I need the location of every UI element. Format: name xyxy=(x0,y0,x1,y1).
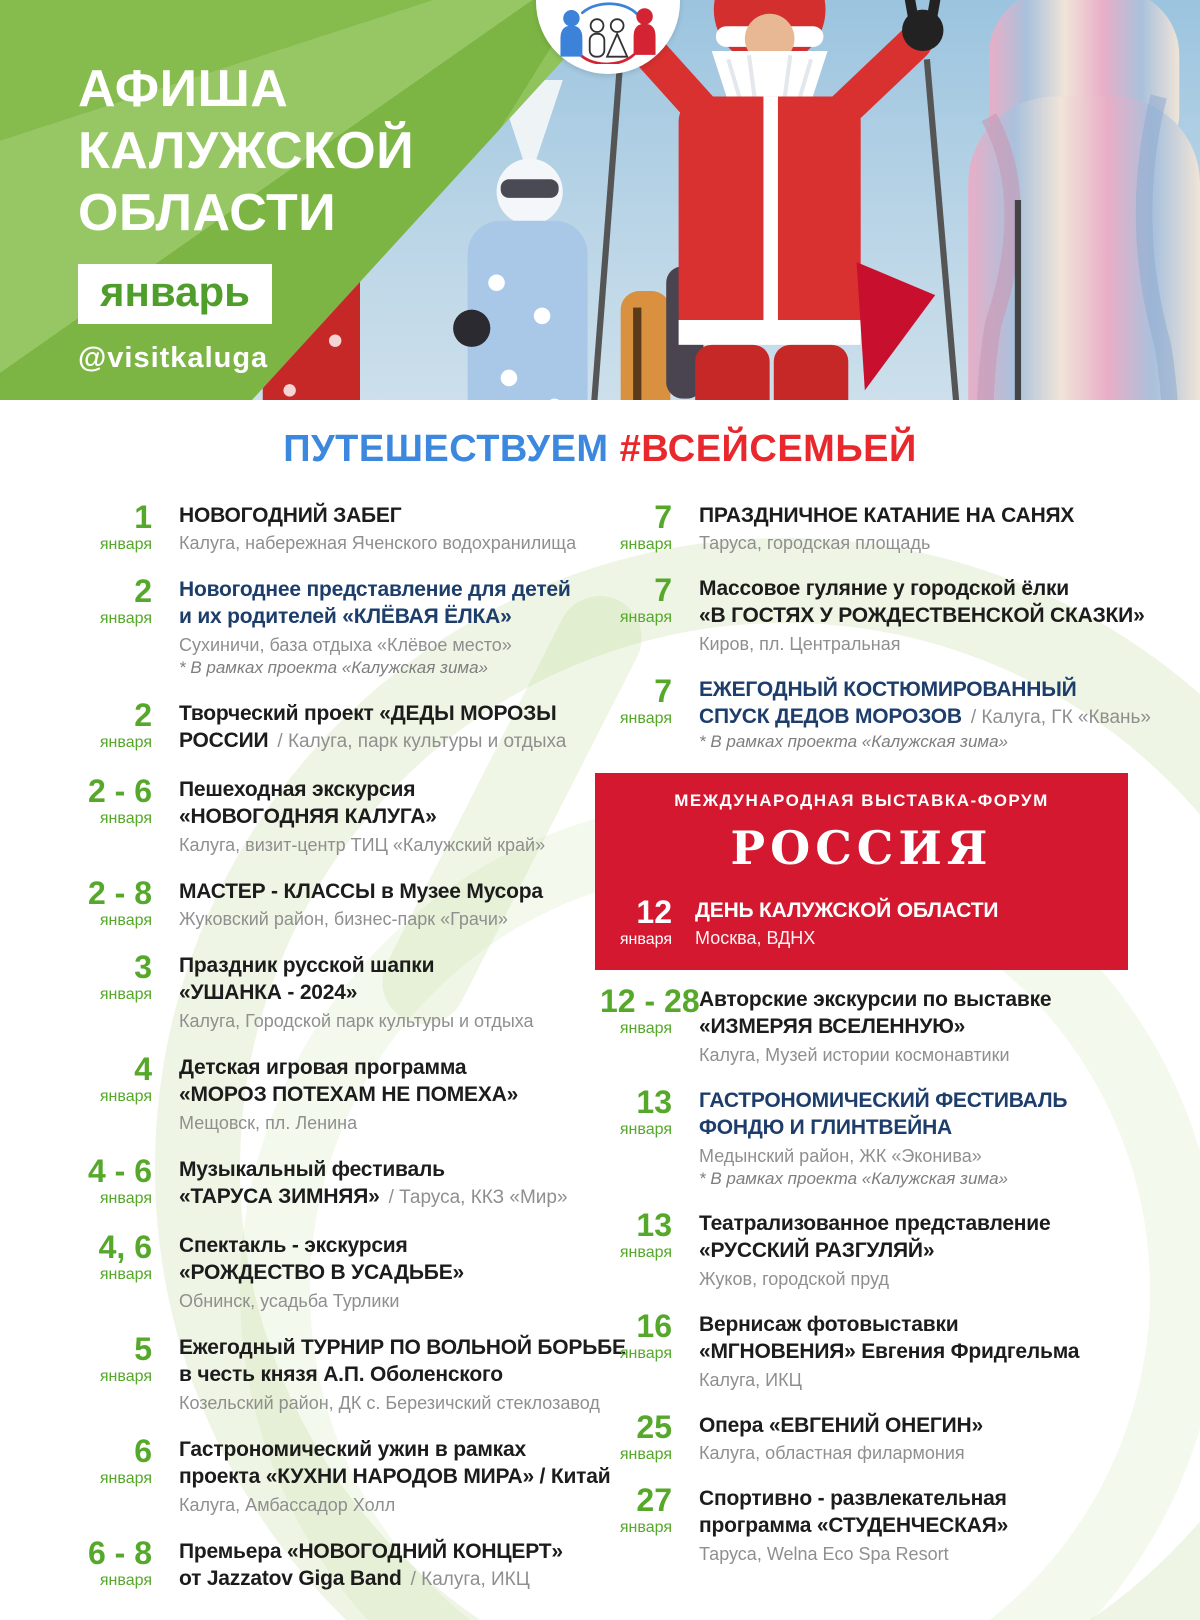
event-row xyxy=(600,1482,1160,1566)
event-date: 4 января xyxy=(99,1051,152,1105)
family-logo-icon xyxy=(548,0,668,64)
event-title: ГАСТРОНОМИЧЕСКИЙ ФЕСТИВАЛЬ ФОНДЮ И ГЛИНТВЕЙНА xyxy=(699,1089,1068,1139)
event-location: Мещовск, пл. Ленина xyxy=(179,1113,358,1133)
event-title: Праздник русской шапки «УШАНКА - 2024» xyxy=(179,954,435,1004)
event-date: 5 января xyxy=(99,1331,152,1385)
event-date: 13 января xyxy=(619,1207,672,1261)
event-date: 25 января xyxy=(619,1409,672,1463)
event-title: Спортивно - развлекательная программа «СТУДЕНЧЕСКАЯ» xyxy=(699,1487,1009,1537)
event-title: ЕЖЕГОДНЫЙ КОСТЮМИРОВАННЫЙ СПУСК ДЕДОВ МОРОЗОВ / Калуга, ГК «Квань» xyxy=(699,678,1151,728)
event-date: 4, 6 января xyxy=(98,1229,152,1283)
event-title: Театрализованное представление «РУССКИЙ РАЗГУЛЯЙ» xyxy=(699,1212,1051,1262)
event-row xyxy=(80,499,596,555)
event-date: 7 января xyxy=(619,673,672,727)
event-note: * В рамках проекта «Калужская зима» xyxy=(179,658,488,677)
event-title: Гастрономический ужин в рамках проекта «КУХНИ НАРОДОВ МИРА» / Китай xyxy=(179,1438,611,1488)
section-title-blue: ПУТЕШЕСТВУЕМ xyxy=(283,428,609,470)
russia-expo-block xyxy=(595,773,1128,970)
event-title: Спектакль - экскурсия «РОЖДЕСТВО В УСАДЬБЕ» xyxy=(179,1234,464,1284)
event-note: * В рамках проекта «Калужская зима» xyxy=(699,1169,1008,1188)
event-title: Массовое гуляние у городской ёлки «В ГОСТЯХ У РОЖДЕСТВЕНСКОЙ СКАЗКИ» xyxy=(699,577,1145,627)
event-date: 7 января xyxy=(619,572,672,626)
event-title: Музыкальный фестиваль «ТАРУСА ЗИМНЯЯ» / Таруса, ККЗ «Мир» xyxy=(179,1158,568,1208)
russia-logo: РОССИЯ xyxy=(730,821,993,875)
event-date: 27 января xyxy=(619,1482,672,1536)
event-note: * В рамках проекта «Калужская зима» xyxy=(699,732,1008,751)
event-location: Калуга, ИКЦ xyxy=(699,1370,802,1390)
event-location: Москва, ВДНХ xyxy=(695,928,816,948)
event-row xyxy=(600,1084,1160,1190)
event-date: 2 января xyxy=(99,573,152,627)
section-title xyxy=(0,428,1200,471)
event-row xyxy=(600,1207,1160,1291)
event-row xyxy=(80,1051,596,1135)
event-location: Таруса, Welna Eco Spa Resort xyxy=(699,1544,949,1564)
event-location: Калуга, визит-центр ТИЦ «Калужский край» xyxy=(179,835,546,855)
event-row xyxy=(600,983,1160,1067)
event-title: ДЕНЬ КАЛУЖСКОЙ ОБЛАСТИ xyxy=(695,899,999,922)
event-row xyxy=(80,573,596,679)
event-location: Медынский район, ЖК «Эконива» xyxy=(699,1146,982,1166)
event-row xyxy=(80,773,596,857)
event-location: Калуга, Амбассадор Холл xyxy=(179,1495,396,1515)
event-location: Таруса, городская площадь xyxy=(699,533,931,553)
event-row xyxy=(80,949,596,1033)
section-title-red: #ВСЕЙСЕМЬЕЙ xyxy=(619,428,917,470)
event-date: 13 января xyxy=(619,1084,672,1138)
event-location: Калуга, Городской парк культуры и отдыха xyxy=(179,1011,534,1031)
event-row xyxy=(595,894,1128,950)
event-row xyxy=(80,1535,596,1593)
event-location: Обнинск, усадьба Турлики xyxy=(179,1291,400,1311)
russia-expo-kicker: МЕЖДУНАРОДНАЯ ВЫСТАВКА-ФОРУМ xyxy=(674,791,1049,810)
event-location: Киров, пл. Центральная xyxy=(699,634,901,654)
event-title: Ежегодный ТУРНИР ПО ВОЛЬНОЙ БОРЬБЕ в честь князя А.П. Оболенского xyxy=(179,1336,626,1386)
event-location: Жуков, городской пруд xyxy=(699,1269,889,1289)
event-location: Калуга, Музей истории космонавтики xyxy=(699,1045,1010,1065)
month-badge: январь xyxy=(78,264,272,324)
event-date: 7 января xyxy=(619,499,672,553)
event-location: Козельский район, ДК с. Березичский стеклозавод xyxy=(179,1393,600,1413)
event-row xyxy=(600,572,1160,656)
event-location: Калуга, набережная Яченского водохранилища xyxy=(179,533,577,553)
event-row xyxy=(600,1308,1160,1392)
event-date: 2 - 6 января xyxy=(87,773,152,827)
event-location: Жуковский район, бизнес-парк «Грачи» xyxy=(179,909,508,929)
event-row xyxy=(80,1331,626,1415)
event-title: Пешеходная экскурсия «НОВОГОДНЯЯ КАЛУГА» xyxy=(179,778,437,828)
event-title: НОВОГОДНИЙ ЗАБЕГ xyxy=(179,504,402,527)
event-date: 6 - 8 января xyxy=(87,1535,152,1589)
event-title: МАСТЕР - КЛАССЫ в Музее Мусора xyxy=(179,880,543,903)
event-row xyxy=(600,499,1160,555)
events-column-right xyxy=(600,499,1160,1586)
event-row xyxy=(80,1153,596,1211)
event-title: Новогоднее представление для детей и их родителей «КЛЁВАЯ ЁЛКА» xyxy=(179,578,571,628)
event-date: 4 - 6 января xyxy=(87,1153,152,1207)
social-handle: @visitkaluga xyxy=(78,342,269,374)
event-row xyxy=(600,673,1160,753)
event-location: Сухиничи, база отдыха «Клёвое место» xyxy=(179,635,512,655)
event-title: Творческий проект «ДЕДЫ МОРОЗЫ РОССИИ / Калуга, парк культуры и отдыха xyxy=(179,702,567,752)
event-date: 12 января xyxy=(619,894,672,948)
event-date: 3 января xyxy=(99,949,152,1003)
header-banner xyxy=(0,0,1200,400)
event-row xyxy=(80,1229,596,1313)
event-title: Вернисаж фотовыставки «МГНОВЕНИЯ» Евгения Фридгельма xyxy=(699,1313,1080,1363)
event-title: Премьера «НОВОГОДНИЙ КОНЦЕРТ» от Jazzatov Giga Band / Калуга, ИКЦ xyxy=(179,1540,563,1590)
event-title: Опера «ЕВГЕНИЙ ОНЕГИН» xyxy=(699,1414,983,1437)
events-column-left xyxy=(80,499,626,1614)
event-date: 2 января xyxy=(99,697,152,751)
event-title: Авторские экскурсии по выставке «ИЗМЕРЯЯ ВСЕЛЕННУЮ» xyxy=(699,988,1052,1038)
event-date: 6 января xyxy=(99,1433,152,1487)
family-logo-badge xyxy=(536,0,680,74)
event-date: 16 января xyxy=(619,1308,672,1362)
event-date: 12 - 28 января xyxy=(600,983,700,1037)
event-row xyxy=(80,875,596,931)
event-title: ПРАЗДНИЧНОЕ КАТАНИЕ НА САНЯХ xyxy=(699,504,1075,527)
event-date: 1 января xyxy=(99,499,152,553)
event-row xyxy=(80,697,596,755)
event-location: Калуга, областная филармония xyxy=(699,1443,965,1463)
event-date: 2 - 8 января xyxy=(87,875,152,929)
poster-title: АФИША КАЛУЖСКОЙ ОБЛАСТИ xyxy=(78,60,415,242)
event-row xyxy=(600,1409,1160,1465)
event-title: Детская игровая программа «МОРОЗ ПОТЕХАМ НЕ ПОМЕХА» xyxy=(179,1056,519,1106)
event-row xyxy=(80,1433,611,1517)
